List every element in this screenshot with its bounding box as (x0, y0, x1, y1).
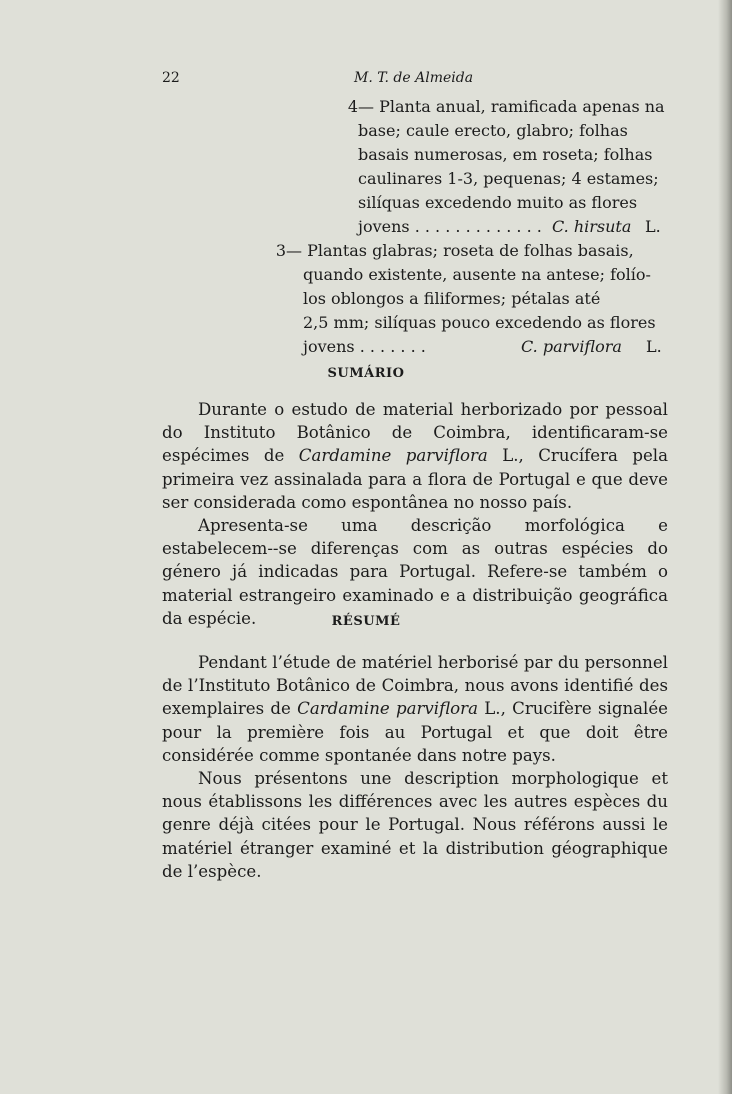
key-species: C. parviflora (521, 337, 622, 356)
key-number-3: 3 (275, 241, 286, 260)
key-line: silíquas excedendo muito as flores (358, 193, 638, 212)
key-author: L. (646, 337, 662, 356)
sumario-body (162, 398, 668, 630)
resume-paragraph-1: Pendant l’étude de matériel herborisé par du personnel de l’Instituto Botânico de Coimbra, nous avons identifié des exemplaires de Cardamine parviflora L., Crucifère signalée pour la première fois au Portugal et que doit être considérée comme spontanée dans notre pays. (162, 653, 668, 765)
sumario-paragraph-1: Durante o estudo de material herborizado por pessoal do Instituto Botânico de Coimbra, identificaram-se espécimes de Cardamine parviflora L., Crucífera pela primeira vez assinalada para a flora de Portugal e que deve ser considerada como espontânea no nosso país. (162, 400, 668, 512)
species-name: Cardamine parviflora (298, 446, 488, 466)
key-number-4: 4 (347, 97, 358, 116)
key-line: basais numerosas, em roseta; folhas (358, 145, 653, 164)
page-header (0, 70, 732, 90)
key-line: base; caule erecto, glabro; folhas (358, 121, 628, 140)
page-number: 22 (162, 70, 180, 86)
key-line (358, 215, 542, 239)
key-line: — Plantas glabras; roseta de folhas basais, (286, 241, 634, 260)
key-line: quando existente, ausente na antese; folío- (303, 265, 651, 284)
running-title: M. T. de Almeida (354, 70, 474, 86)
key-line: los oblongos a filiformes; pétalas até (303, 289, 601, 308)
key-line: 2,5 mm; silíquas pouco excedendo as flores (303, 313, 656, 332)
page-edge-shadow (718, 0, 732, 1094)
key-line: jovens . . . . . . . (303, 337, 426, 356)
resume-body (162, 651, 668, 883)
key-author: L. (645, 217, 661, 236)
key-species: C. hirsuta (552, 217, 632, 236)
key-line: — Planta anual, ramificada apenas na (358, 97, 665, 116)
key-line: caulinares 1-3, pequenas; 4 estames; (358, 169, 659, 188)
resume-heading: RÉSUMÉ (331, 614, 401, 629)
key-dots: jovens . . . . . . . . . . . . . (358, 217, 542, 236)
species-name: Cardamine parviflora (297, 699, 478, 719)
sumario-heading: SUMÁRIO (327, 366, 405, 381)
sumario-paragraph-2: Apresenta-se uma descrição morfológica e estabelecem--se diferenças com as outras espécies do género já indicadas para Portugal. Refere-se também o material estrangeiro examinado e a distribuição geográfica da espécie. (162, 516, 668, 628)
resume-paragraph-2: Nous présentons une description morphologique et nous établissons les différences avec les autres espèces du genre déjà citées pour le Portugal. Nous référons aussi le matériel étranger examiné et la distribution géographique de l’espèce. (162, 769, 668, 881)
